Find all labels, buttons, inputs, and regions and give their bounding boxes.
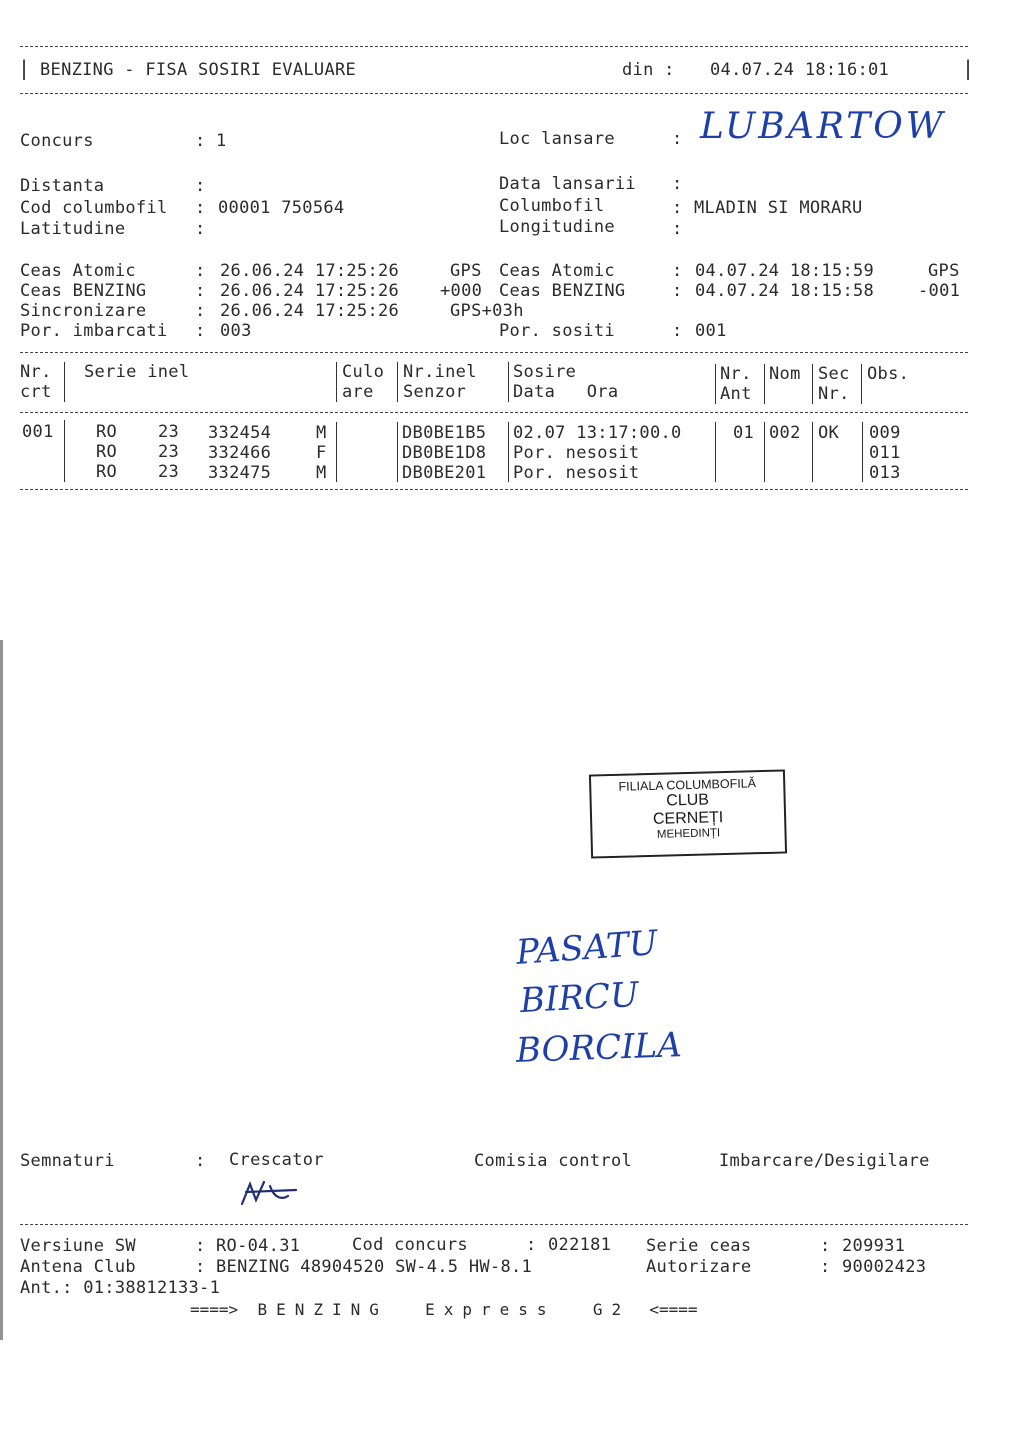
obs-value: 009 [869,423,901,443]
divider [20,46,968,47]
colon: : [195,1257,206,1277]
header-bar-right: | [962,56,975,80]
serie-ceas-label: Serie ceas [646,1236,752,1256]
concurs-label: Concurs [20,131,94,151]
column-divider [764,422,765,482]
versiune-value: RO-04.31 [216,1236,301,1256]
clock-left-label: Ceas Atomic [20,261,136,281]
banner-text: BENZING Express G2 [257,1300,631,1319]
clock-left-label: Sincronizare [20,301,147,321]
ring-sex: F [316,443,327,463]
divider [20,93,968,94]
header-sec-nr: Nr. [818,384,850,404]
handwritten-name: BIRCU [519,974,640,1022]
latitudine-label: Latitudine [20,219,126,239]
header-obs: Obs. [867,364,910,384]
stamp-line4: MEHEDINȚI [656,827,721,841]
header-culoare-2: are [342,382,374,402]
header-culoare: Culo [342,362,385,382]
column-divider [508,362,509,402]
ring-country: RO [96,422,118,442]
divider [20,489,968,490]
ring-country: RO [96,462,118,482]
club-stamp [589,769,787,858]
sensor-id: DB0BE201 [402,463,487,483]
column-divider [812,422,813,482]
column-divider [336,362,337,402]
versiune-label: Versiune SW [20,1236,136,1256]
obs-value: 013 [869,463,901,483]
ring-sex: M [316,463,327,483]
loc-lansare-handwritten: LUBARTOW [700,106,946,147]
colon: : [672,219,683,239]
header-senzor: Senzor [403,382,467,402]
colon: : [672,281,683,301]
arrival: Por. nesosit [513,463,640,483]
autorizare-label: Autorizare [646,1257,752,1277]
header-bar-left: | [18,56,31,80]
sec-value: OK [818,423,840,443]
clock-left-label: Ceas BENZING [20,281,147,301]
ring-country: RO [96,442,118,462]
concurs-value: 1 [216,131,227,151]
stamp-line3: CERNEȚI [652,809,724,828]
colon: : [195,321,206,341]
column-divider [336,422,337,482]
handwritten-name: PASATU [514,923,659,973]
document-title: BENZING - FISA SOSIRI EVALUARE [40,60,357,80]
column-divider [64,362,65,402]
imbarcati-label: Por. imbarcati [20,321,168,341]
column-divider [715,364,716,404]
column-divider [764,364,765,404]
column-divider [862,422,863,482]
column-divider [397,362,398,402]
sensor-id: DB0BE1B5 [402,423,487,443]
colon: : [195,301,206,321]
clock-left-value: 26.06.24 17:25:26 [220,261,400,281]
sositi-label: Por. sositi [499,321,615,341]
colon: : [672,261,683,281]
obs-value: 011 [869,443,901,463]
colon: : [672,198,683,218]
ring-number: 332454 [208,423,272,443]
clock-right-value: 04.07.24 18:15:59 [695,261,875,281]
clock-right-value: 04.07.24 18:15:58 [695,281,875,301]
clock-right-label: Ceas BENZING [499,281,626,301]
cod-concurs-label: Cod concurs [352,1235,468,1255]
column-divider [861,364,862,404]
colon: : [195,1151,206,1171]
header-data-ora: Data Ora [513,382,619,402]
colon: : [195,219,206,239]
imbarcare-label: Imbarcare/Desigilare [719,1151,930,1171]
banner-arrow-left: ====> [190,1300,239,1319]
header-sosire: Sosire [513,362,577,382]
arrival: 02.07 13:17:00.0 [513,423,682,443]
sositi-value: 001 [695,321,727,341]
stamp-line2: CLUB [666,791,710,810]
longitudine-label: Longitudine [499,217,615,237]
cod-columbofil-label: Cod columbofil [20,198,168,218]
signature-scribble [236,1176,304,1210]
header-nr-crt: Nr. [20,362,52,382]
antena-label: Antena Club [20,1257,136,1277]
column-divider [715,422,716,482]
sensor-id: DB0BE1D8 [402,443,487,463]
column-divider [64,420,65,482]
ring-sex: M [316,423,327,443]
data-lansarii-label: Data lansarii [499,174,636,194]
ring-year: 23 [158,462,180,482]
serie-ceas-value: 209931 [842,1236,906,1256]
nr-crt-value: 001 [22,422,54,442]
imbarcati-value: 003 [220,321,252,341]
header-nr-inel: Nr.inel [403,362,477,382]
header-nom: Nom [769,364,801,384]
columbofil-value: MLADIN SI MORARU [694,198,863,218]
clock-left-value: 26.06.24 17:25:26 [220,281,400,301]
ring-number: 332466 [208,443,272,463]
colon: : [195,281,206,301]
colon: : [526,1235,537,1255]
colon: : [195,261,206,281]
divider [20,412,968,413]
columbofil-label: Columbofil [499,196,605,216]
cod-concurs-value: 022181 [548,1235,612,1255]
device-banner [190,1300,698,1320]
semnaturi-label: Semnaturi [20,1151,115,1171]
distanta-label: Distanta [20,176,105,196]
clock-right-label: Ceas Atomic [499,261,615,281]
stamp-line1: FILIALA COLUMBOFILĂ [618,776,757,794]
loc-lansare-label: Loc lansare [499,129,615,149]
column-divider [397,422,398,482]
colon: : [672,321,683,341]
antenna-nr: 01 [733,423,755,443]
ring-year: 23 [158,422,180,442]
colon: : [195,198,206,218]
antena-value: BENZING 48904520 SW-4.5 HW-8.1 [216,1257,533,1277]
column-divider [812,364,813,404]
header-ant: Ant [720,384,752,404]
clock-left-suffix: +000 [440,281,483,301]
divider [20,352,968,353]
ring-number: 332475 [208,463,272,483]
clock-left-suffix: GPS+03h [450,301,524,321]
arrival: Por. nesosit [513,443,640,463]
handwritten-name: BORCILA [515,1025,683,1071]
clock-left-value: 26.06.24 17:25:26 [220,301,400,321]
date-value: 04.07.24 18:16:01 [710,60,890,80]
colon: : [672,129,683,149]
colon: : [820,1257,831,1277]
banner-arrow-right: <==== [649,1300,698,1319]
colon: : [820,1236,831,1256]
header-nr-ant: Nr. [720,364,752,384]
colon: : [195,176,206,196]
header-serie-inel: Serie inel [84,362,190,382]
colon: : [195,131,206,151]
scan-edge [0,640,3,1340]
autorizare-value: 90002423 [842,1257,927,1277]
clock-right-suffix: GPS [928,261,960,281]
clock-right-suffix: -001 [918,281,961,301]
column-divider [508,422,509,482]
colon: : [672,174,683,194]
header-nr-crt-2: crt [20,382,52,402]
antenna-line: Ant.: 01:38812133-1 [20,1278,221,1298]
divider [20,1224,968,1225]
cod-columbofil-value: 00001 750564 [218,198,345,218]
header-sec: Sec [818,364,850,384]
date-label: din : [622,60,675,80]
colon: : [195,1236,206,1256]
nom-value: 002 [769,423,801,443]
clock-left-suffix: GPS [450,261,482,281]
crescator-label: Crescator [229,1150,324,1170]
comisia-label: Comisia control [474,1151,633,1171]
ring-year: 23 [158,442,180,462]
